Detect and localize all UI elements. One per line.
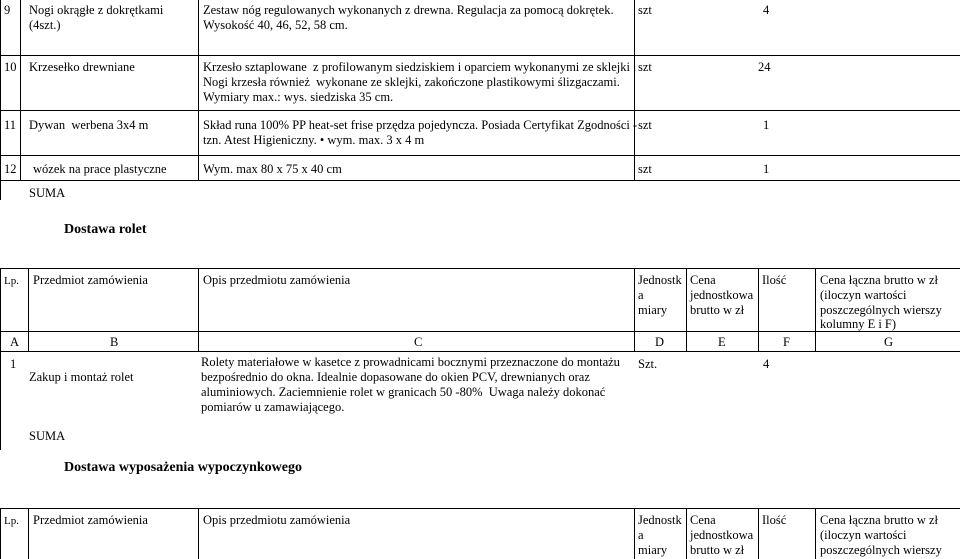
letter-g: G (884, 335, 894, 349)
header-desc: Opis przedmiotu zamówienia (203, 513, 351, 527)
header-total: Cena łączna brutto w zł (820, 273, 939, 287)
header-unit: Jednostk (638, 513, 682, 527)
header-total-2: (iloczyn wartości (820, 528, 907, 542)
header-price-2: jednostkowa (690, 288, 754, 302)
header-price: Cena (690, 513, 716, 527)
header-unit: Jednostk (638, 273, 682, 287)
letter-e: E (718, 335, 726, 349)
row-qty: 1 (763, 118, 770, 132)
row-unit: szt (638, 162, 652, 176)
row-lp: 11 (4, 118, 17, 132)
row-desc-4: pomiarów u zamawiającego. (201, 400, 345, 414)
row-qty: 4 (763, 3, 770, 17)
row-desc: Rolety materiałowe w kasetce z prowadnicami bocznymi przeznaczone do montażu (201, 355, 620, 369)
header-total-4: kolumny E i F) (820, 317, 897, 331)
row-desc: Wym. max 80 x 75 x 40 cm (203, 162, 342, 176)
header-total-3: poszczególnych wierszy (820, 543, 942, 557)
row-item-name: Zakup i montaż rolet (29, 370, 134, 384)
row-desc-3: Wymiary max.: wys. siedziska 35 cm. (203, 90, 394, 104)
header-unit-2: a (638, 528, 644, 542)
section-title: Dostawa rolet (64, 222, 147, 237)
row-lp: 9 (4, 3, 11, 17)
header-desc: Opis przedmiotu zamówienia (203, 273, 351, 287)
letter-f: F (783, 335, 790, 349)
row-desc: Zestaw nóg regulowanych wykonanych z drewna. Regulacja za pomocą dokrętek. (203, 3, 614, 17)
header-unit-2: a (638, 288, 644, 302)
header-lp: Lp. (4, 275, 19, 287)
row-lp: 1 (10, 357, 17, 371)
sum-label: SUMA (29, 429, 66, 443)
row-unit: Szt. (638, 357, 658, 371)
row-item-name-2: (4szt.) (29, 18, 61, 32)
row-desc-2: tzn. Atest Higieniczny. • wym. max. 3 x 4 m (203, 133, 425, 147)
header-unit-3: miary (638, 543, 668, 557)
header-unit-3: miary (638, 303, 668, 317)
row-desc-3: aluminiowych. Zaciemnienie rolet w granicach 50 -80% Uwaga należy dokonać (201, 385, 606, 399)
row-desc-2: Wysokość 40, 46, 52, 58 cm. (203, 18, 348, 32)
header-total: Cena łączna brutto w zł (820, 513, 939, 527)
row-desc: Krzesło sztaplowane z profilowanym siedziskiem i oparciem wykonanymi ze sklejki . (203, 60, 637, 74)
row-lp: 10 (4, 60, 17, 74)
header-total-2: (iloczyn wartości (820, 288, 907, 302)
header-item: Przedmiot zamówienia (33, 273, 148, 287)
header-price-3: brutto w zł (690, 543, 745, 557)
row-desc-2: bezpośrednio do okna. Idealnie dopasowane do okien PCV, drewnianych oraz (201, 370, 590, 384)
letter-b: B (110, 335, 119, 349)
letter-d: D (655, 335, 665, 349)
row-desc: Skład runa 100% PP heat-set frise przędza pojedyncza. Posiada Certyfikat Zgodności - (203, 118, 638, 132)
sum-label: SUMA (29, 186, 66, 200)
row-item-name: Dywan werbena 3x4 m (29, 118, 149, 132)
letter-c: C (414, 335, 423, 349)
letter-a: A (10, 335, 20, 349)
row-unit: szt (638, 3, 652, 17)
header-qty: Ilość (762, 513, 787, 527)
header-qty: Ilość (762, 273, 787, 287)
row-desc-2: Nogi krzesła również wykonane ze sklejki, zakończone plastikowymi ślizgaczami. (203, 75, 620, 89)
row-unit: szt (638, 118, 652, 132)
header-price-3: brutto w zł (690, 303, 745, 317)
row-qty: 24 (758, 60, 771, 74)
row-item-name: Krzesełko drewniane (29, 60, 135, 74)
row-qty: 1 (763, 162, 770, 176)
row-unit: szt (638, 60, 652, 74)
header-item: Przedmiot zamówienia (33, 513, 148, 527)
header-total-3: poszczególnych wierszy (820, 303, 942, 317)
header-lp: Lp. (4, 515, 19, 527)
row-qty: 4 (763, 357, 770, 371)
row-lp: 12 (4, 162, 17, 176)
row-item-name: wózek na prace plastyczne (33, 162, 167, 176)
header-price: Cena (690, 273, 716, 287)
section-title: Dostawa wyposażenia wypoczynkowego (64, 460, 302, 475)
header-price-2: jednostkowa (690, 528, 754, 542)
row-item-name: Nogi okrągłe z dokrętkami (29, 3, 164, 17)
